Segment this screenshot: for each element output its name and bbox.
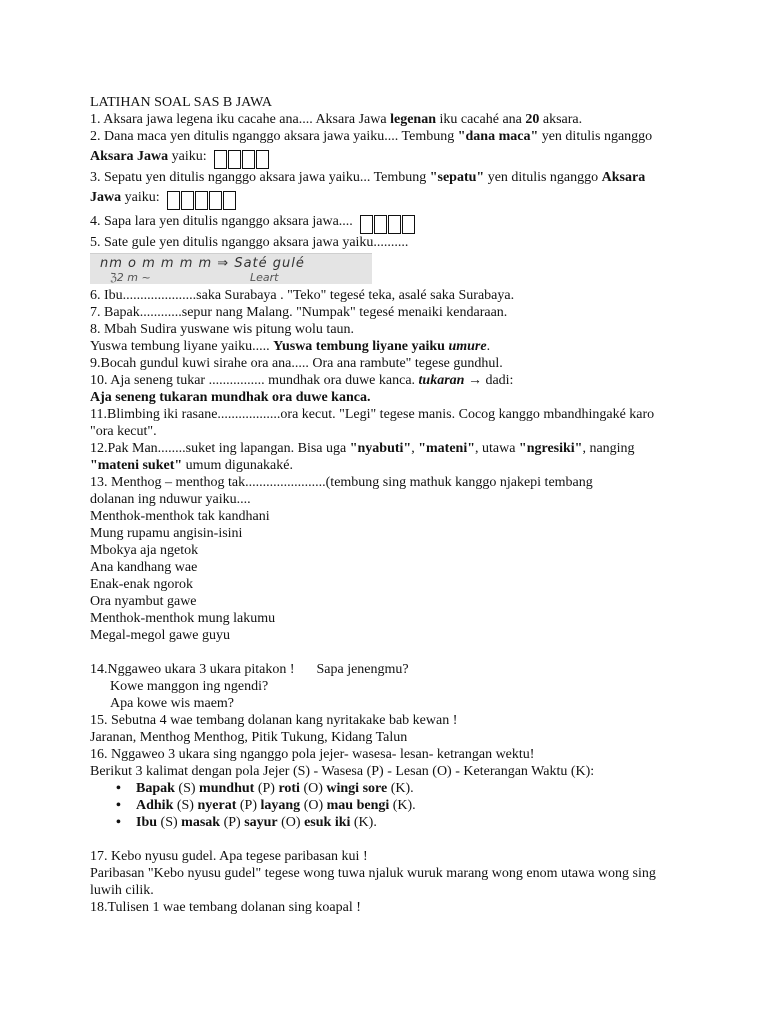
q3-aksara: Aksara <box>601 170 646 185</box>
question-12-cont <box>90 457 690 474</box>
q1-number: 20 <box>525 112 540 127</box>
javanese-glyphs-placeholder <box>360 215 415 234</box>
predicate: mundhut <box>199 781 255 796</box>
question-9: 9.Bocah gundul kuwi sirahe ora ana..... Ora ana rambute" tegese gundhul. <box>90 356 503 371</box>
question-15: 15. Sebutna 4 wae tembang dolanan kang nyritakake bab kewan ! <box>90 713 458 728</box>
predicate: masak <box>181 815 221 830</box>
q1-text2: iku cacahé ana <box>435 112 526 127</box>
handwritten-answer-image <box>90 253 372 284</box>
q1-text3: aksara. <box>539 112 583 127</box>
tag-k: (K). <box>350 815 377 830</box>
question-2 <box>90 128 690 145</box>
tag-p: (P) <box>236 798 261 813</box>
question-12 <box>90 440 690 457</box>
tag-o: (O) <box>300 798 327 813</box>
bullet: • <box>116 798 121 813</box>
object: roti <box>278 781 300 796</box>
list-item <box>90 780 690 797</box>
question-10-answer <box>90 389 690 406</box>
question-16: 16. Nggaweo 3 ukara sing nganggo pola jejer- wasesa- lesan- ketrangan wektu! <box>90 747 535 762</box>
question-3-answer <box>90 186 690 210</box>
q1-text: 1. Aksara jawa legena iku cacahe ana.... Aksara Jawa <box>90 112 391 127</box>
time: wingi sore <box>326 781 388 796</box>
subject: Adhik <box>136 798 174 813</box>
question-13-cont: dolanan ing nduwur yaiku.... <box>90 492 251 507</box>
question-14-answer-3: Apa kowe wis maem? <box>110 696 235 711</box>
question-7: 7. Bapak............sepur nang Malang. "Numpak" tegesé menaiki kendaraan. <box>90 305 508 320</box>
q3-text: 3. Sepatu yen ditulis nganggo aksara jawa yaiku... Tembung <box>90 170 430 185</box>
q12-ngresiki: "ngresiki" <box>518 441 583 456</box>
q3-yaiku: yaiku: <box>121 190 164 205</box>
q12-tail: umum digunakaké. <box>182 458 293 473</box>
q12-mateni-suket: "mateni suket" <box>90 458 183 473</box>
bullet: • <box>116 815 121 830</box>
question-16-intro: Berikut 3 kalimat dengan pola Jejer (S) - Wasesa (P) - Lesan (O) - Keterangan Waktu (K): <box>90 764 595 779</box>
song-line: Mung rupamu angisin-isini <box>90 526 243 541</box>
predicate: nyerat <box>197 798 237 813</box>
song-line: Menthok-menthok mung lakumu <box>90 611 276 626</box>
question-17-answer: Paribasan "Kebo nyusu gudel" tegese wong tuwa njaluk wuruk marang wong enom utawa wong sing <box>90 866 656 881</box>
subject: Ibu <box>136 815 158 830</box>
time: mau bengi <box>326 798 390 813</box>
song-line: Ana kandhang wae <box>90 560 198 575</box>
q12-nyabuti: "nyabuti" <box>349 441 412 456</box>
document-body <box>90 94 690 916</box>
question-1 <box>90 111 690 128</box>
question-14 <box>90 661 690 678</box>
sentence-list <box>90 780 690 831</box>
time: esuk iki <box>304 815 351 830</box>
question-2-answer <box>90 145 690 169</box>
tag-s: (S) <box>157 815 182 830</box>
tag-p: (P) <box>254 781 279 796</box>
subject: Bapak <box>136 781 175 796</box>
q10-arrow-text: → dadi: <box>464 373 514 388</box>
question-6: 6. Ibu.....................saka Surabaya . "Teko" tegesé teka, asalé saka Surabaya. <box>90 288 515 303</box>
tag-o: (O) <box>277 815 305 830</box>
bullet: • <box>116 781 121 796</box>
q10-answer-bold: Aja seneng tukaran mundhak ora duwe kanca. <box>90 390 371 405</box>
document-title: LATIHAN SOAL SAS B JAWA <box>90 95 272 110</box>
question-15-answer: Jaranan, Menthog Menthog, Pitik Tukung, Kidang Talun <box>90 730 408 745</box>
q2-yaiku: yaiku: <box>168 149 211 164</box>
tag-s: (S) <box>174 781 200 796</box>
handwriting-line-3: Leart <box>250 271 279 284</box>
q12-comma: , <box>411 441 419 456</box>
tag-k: (K). <box>387 781 414 796</box>
q8-period: . <box>486 339 491 354</box>
q8-text: Yuswa tembung liyane yaiku..... <box>90 339 274 354</box>
question-18: 18.Tulisen 1 wae tembang dolanan sing koapal ! <box>90 900 361 915</box>
list-item <box>90 814 690 831</box>
song-line: Ora nyambut gawe <box>90 594 197 609</box>
q1-bold: legenan <box>390 112 436 127</box>
question-8: 8. Mbah Sudira yuswane wis pitung wolu taun. <box>90 322 355 337</box>
song-line: Enak-enak ngorok <box>90 577 194 592</box>
q12-utawa: , utawa <box>474 441 519 456</box>
song-line: Mbokya aja ngetok <box>90 543 199 558</box>
spacer <box>90 644 690 661</box>
q2-text2: yen ditulis nganggo <box>538 129 653 144</box>
question-5: 5. Sate gule yen ditulis nganggo aksara jawa yaiku.......... <box>90 235 409 250</box>
q12-mateni: "mateni" <box>418 441 475 456</box>
handwriting-line-2: ℨ2 m ~ <box>110 271 151 284</box>
tag-p: (P) <box>220 815 245 830</box>
q2-text: 2. Dana maca yen ditulis nganggo aksara jawa yaiku.... Tembung <box>90 129 458 144</box>
question-13: 13. Menthog – menthog tak.......................(tembung sing mathuk kanggo njakepi tembang <box>90 475 593 490</box>
question-3 <box>90 169 690 186</box>
q4-text: 4. Sapa lara yen ditulis nganggo aksara jawa.... <box>90 214 357 229</box>
question-11-cont: "ora kecut". <box>90 424 157 439</box>
tag-o: (O) <box>299 781 327 796</box>
javanese-glyphs-placeholder <box>167 191 236 210</box>
q2-bold: "dana maca" <box>457 129 539 144</box>
q12-nanging: , nanging <box>582 441 635 456</box>
list-item <box>90 797 690 814</box>
song-line: Menthok-menthok tak kandhani <box>90 509 270 524</box>
q2-aksara-label: Aksara Jawa <box>90 149 169 164</box>
q12-text: 12.Pak Man........suket ing lapangan. Bisa uga <box>90 441 350 456</box>
q3-jawa: Jawa <box>90 190 122 205</box>
q14-answer-1: Sapa jenengmu? <box>316 662 409 677</box>
javanese-glyphs-placeholder <box>214 150 269 169</box>
q14-text: 14.Nggaweo ukara 3 ukara pitakon ! <box>90 662 295 677</box>
object: layang <box>260 798 301 813</box>
tag-k: (K). <box>389 798 416 813</box>
tag-s: (S) <box>173 798 198 813</box>
question-4 <box>90 210 690 234</box>
object: sayur <box>244 815 278 830</box>
song-line: Megal-megol gawe guyu <box>90 628 230 643</box>
q8-italic: umure <box>448 339 487 354</box>
handwriting-line-1: nm o m m m m ⇒ Saté gulé <box>100 256 305 271</box>
q3-bold: "sepatu" <box>429 170 485 185</box>
question-17: 17. Kebo nyusu gudel. Apa tegese paribasan kui ! <box>90 849 368 864</box>
q10-italic: tukaran <box>418 373 465 388</box>
spacer <box>90 831 690 848</box>
question-14-answer-2: Kowe manggon ing ngendi? <box>110 679 269 694</box>
q3-text2: yen ditulis nganggo <box>484 170 602 185</box>
question-8-answer <box>90 338 690 355</box>
q10-text: 10. Aja seneng tukar ................ mundhak ora duwe kanca. <box>90 373 419 388</box>
question-17-answer-cont: luwih cilik. <box>90 883 154 898</box>
q8-bold: Yuswa tembung liyane yaiku <box>273 339 449 354</box>
question-11: 11.Blimbing iki rasane..................ora kecut. "Legi" tegese manis. Cocog kanggo mbandhingaké karo <box>90 407 655 422</box>
question-10 <box>90 372 690 389</box>
